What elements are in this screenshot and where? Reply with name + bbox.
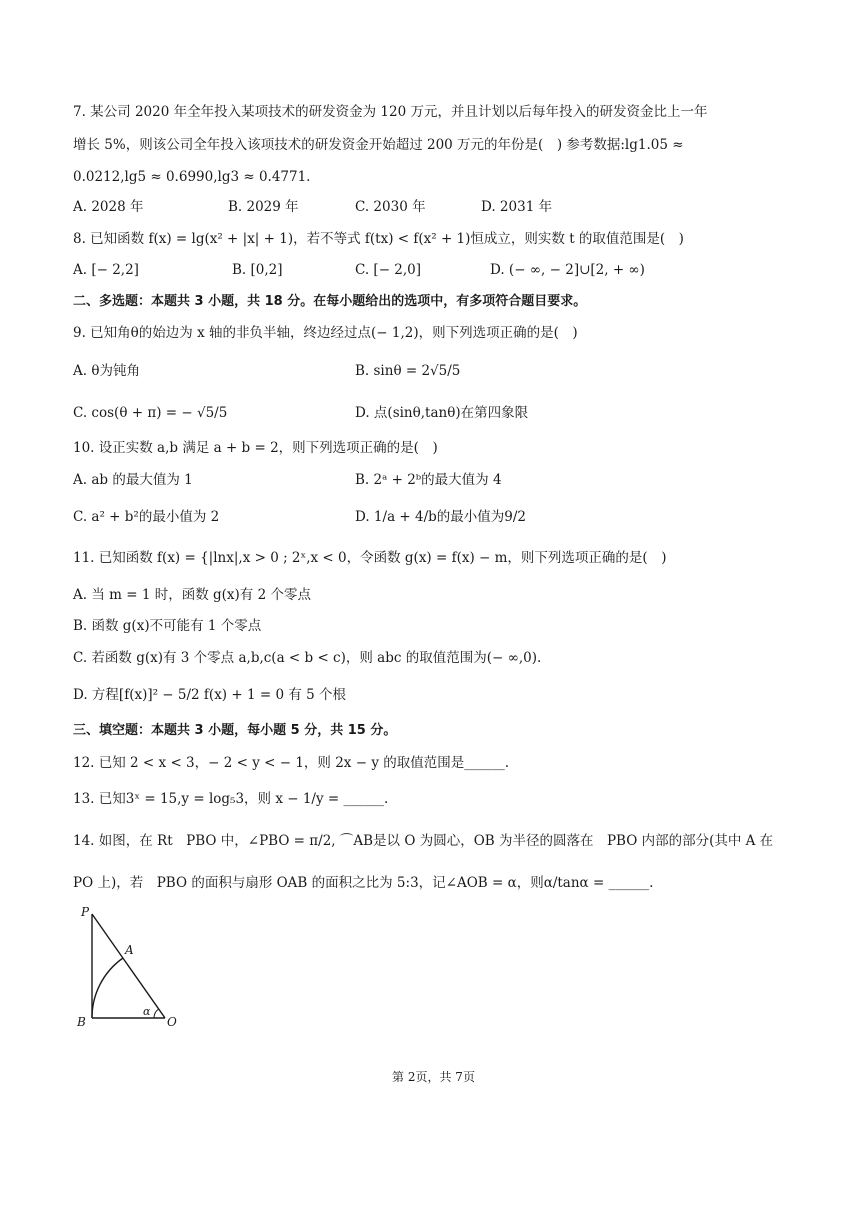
q8-option-a: A. [− 2,2] (73, 262, 139, 278)
side-po (92, 914, 165, 1018)
q8-option-b: B. [0,2] (232, 262, 283, 278)
q11-option-a: A. 当 m = 1 时，函数 g(x)有 2 个零点 (73, 587, 311, 603)
q14-line1: 14. 如图，在 Rt PBO 中，∠PBO = π/2, ⌒AB是以 O 为圆心，OB 为半径的圆落在 PBO 内部的部分(其中 A 在 (73, 833, 774, 849)
angle-mark (154, 1009, 159, 1018)
q11-option-d: D. 方程[f(x)]² − 5/2 f(x) + 1 = 0 有 5 个根 (73, 687, 346, 703)
label-p: P (81, 905, 90, 919)
section-2-heading: 二、多选题：本题共 3 小题，共 18 分。在每小题给出的选项中，有多项符合题目要求。 (73, 294, 587, 309)
q11-stem: 11. 已知函数 f(x) = {|lnx|,x > 0 ; 2ˣ,x < 0，令函数 g(x) = f(x) − m，则下列选项正确的是( ) (73, 550, 667, 566)
q13-stem: 13. 已知3ˣ = 15,y = log₅3，则 x − 1/y = ______. (73, 791, 389, 807)
label-a: A (125, 943, 134, 957)
q9-option-a: A. θ为钝角 (73, 363, 140, 379)
q10-stem: 10. 设正实数 a,b 满足 a + b = 2，则下列选项正确的是( ) (73, 440, 438, 456)
q7-line3: 0.0212,lg5 ≈ 0.6990,lg3 ≈ 0.4771. (73, 169, 311, 185)
q10-option-a: A. ab 的最大值为 1 (73, 472, 193, 488)
q10-option-d: D. 1/a + 4/b的最小值为9/2 (355, 509, 527, 525)
q10-option-b: B. 2ᵃ + 2ᵇ的最大值为 4 (355, 472, 502, 488)
q9-option-d: D. 点(sinθ,tanθ)在第四象限 (355, 405, 529, 421)
arc-ab (92, 958, 123, 1018)
label-b: B (77, 1015, 86, 1029)
q8-option-d: D. (− ∞, − 2]∪[2, + ∞) (490, 262, 645, 278)
q11-option-b: B. 函数 g(x)不可能有 1 个零点 (73, 618, 262, 634)
page-footer: 第 2页，共 7页 (392, 1070, 475, 1084)
q14-line2: PO 上)，若 PBO 的面积与扇形 OAB 的面积之比为 5:3，记∠AOB = α，则α/tanα = ______. (73, 875, 654, 891)
q8-stem: 8. 已知函数 f(x) = lg(x² + |x| + 1)，若不等式 f(tx) < f(x² + 1)恒成立，则实数 t 的取值范围是( ) (73, 231, 684, 247)
q7-option-d: D. 2031 年 (481, 199, 553, 215)
q10-option-c: C. a² + b²的最小值为 2 (73, 509, 220, 525)
label-alpha: α (143, 1005, 151, 1018)
q11-option-c: C. 若函数 g(x)有 3 个零点 a,b,c(a < b < c)，则 abc 的取值范围为(− ∞,0). (73, 650, 542, 666)
q8-option-c: C. [− 2,0] (355, 262, 422, 278)
q9-option-b: B. sinθ = 2√5/5 (355, 363, 461, 379)
q9-stem: 9. 已知角θ的始边为 x 轴的非负半轴，终边经过点(− 1,2)，则下列选项正确的是( ) (73, 325, 578, 341)
q7-option-c: C. 2030 年 (355, 199, 426, 215)
q7-line1: 7. 某公司 2020 年全年投入某项技术的研发资金为 120 万元，并且计划以后每年投入的研发资金比上一年 (73, 104, 708, 120)
q7-option-a: A. 2028 年 (73, 199, 144, 215)
q12-stem: 12. 已知 2 < x < 3，− 2 < y < − 1，则 2x − y 的取值范围是______. (73, 755, 510, 771)
label-o: O (167, 1015, 177, 1029)
q7-line2: 增长 5%，则该公司全年投入该项技术的研发资金开始超过 200 万元的年份是( ) 参考数据:lg1.05 ≈ (73, 137, 684, 153)
q9-option-c: C. cos(θ + π) = − √5/5 (73, 405, 228, 421)
triangle-figure (70, 898, 190, 1038)
q7-option-b: B. 2029 年 (228, 199, 299, 215)
section-3-heading: 三、填空题：本题共 3 小题，每小题 5 分，共 15 分。 (73, 723, 397, 738)
